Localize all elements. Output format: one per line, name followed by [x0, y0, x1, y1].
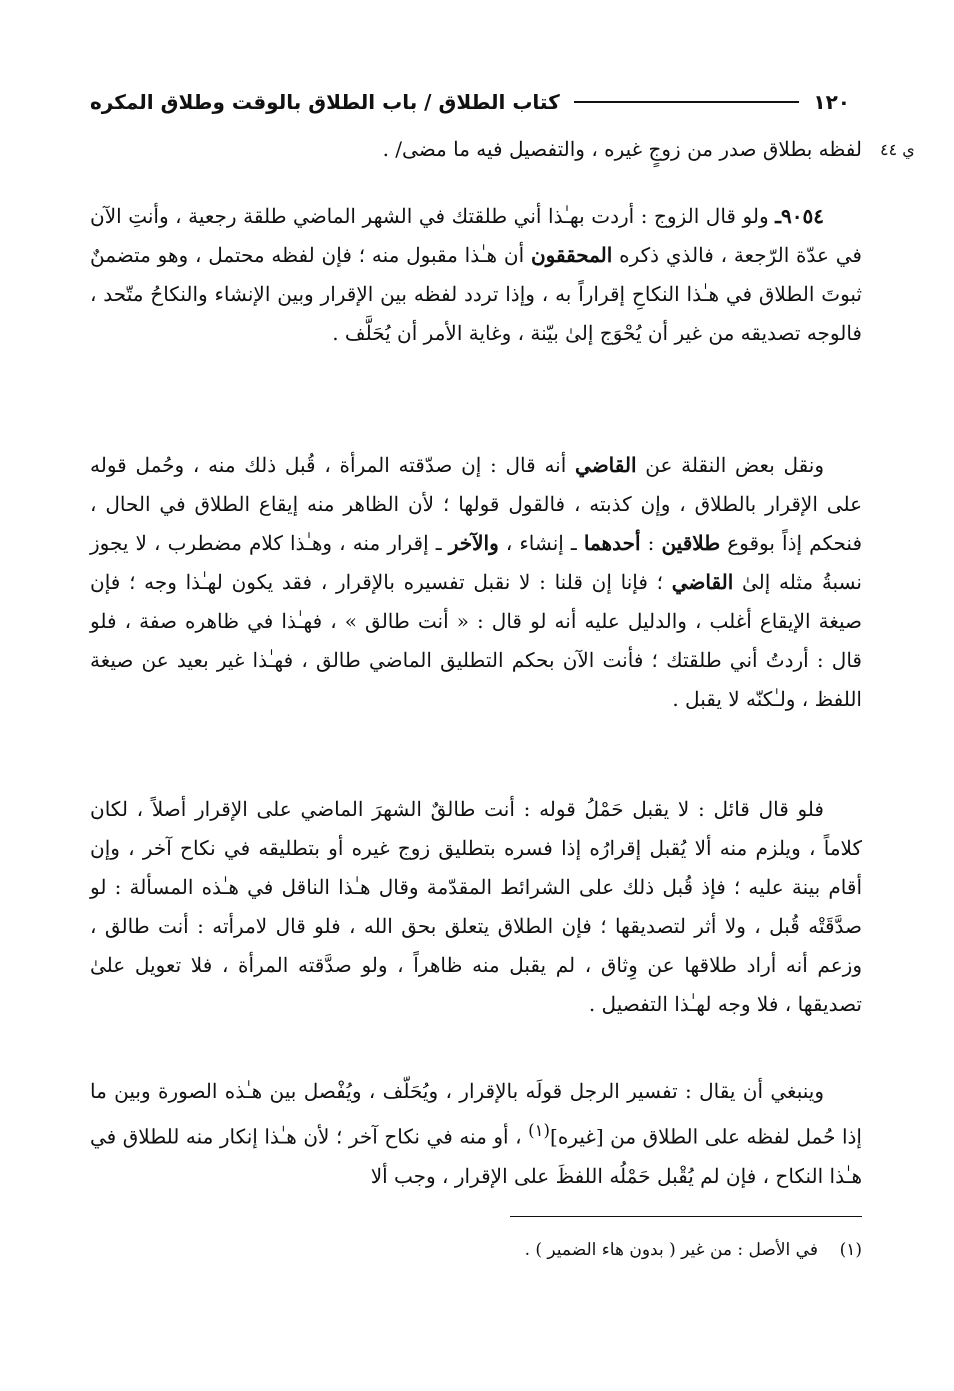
paragraph-number: ٩٠٥٤ـ	[775, 204, 824, 228]
paragraph-text: لفظه بطلاق صدر من زوجٍ غيره ، والتفصيل فيه ما مضى/ .	[382, 137, 862, 161]
paragraph-continuation	[90, 130, 862, 169]
header-rule	[574, 101, 800, 103]
footnote-divider	[510, 1216, 862, 1217]
page-number: ١٢٠	[813, 90, 850, 114]
paragraph-text: ٩٠٥٤ـ ولو قال الزوج : أردت بهـٰذا أني طلقتك في الشهر الماضي طلقة رجعية ، وأنتِ الآن في عدّة الرّجعة ، فالذي ذكره المحققون أن هـٰذا مقبول منه ؛ فإن لفظه محتمل ، وهو متضمنٌ ثبوتَ الطلاق في هـٰذا النكاحِ إقراراً به ، وإذا تردد لفظه بين الإقرار وبين الإنشاء والنكاحُ متّحد ، فالوجه تصديقه من غير أن يُحْوَج إلىٰ بيّنة ، وغاية الأمر أن يُحَلَّف .	[90, 204, 863, 345]
running-header	[90, 84, 850, 120]
footnote-marker: (١)	[528, 1121, 551, 1140]
paragraph-text: وينبغي أن يقال : تفسير الرجل قولَه بالإقرار ، ويُحَلّف ، ويُفْصل بين هـٰذه الصورة وبين ما إذا حُمل لفظه على الطلاق من [غيره]$^{(١)}$ ، أو منه في نكاح آخر ؛ لأن هـٰذا إنكار منه للطلاق في هـٰذا النكاح ، فإن لم يُقْبل حَمْلُه اللفظَ على الإقرار ، وجب ألا	[90, 1079, 862, 1188]
paragraph-text: فلو قال قائل : لا يقبل حَمْلُ قوله : أنت طالقٌ الشهرَ الماضي على الإقرار أصلاً ، لكان كلاماً ، ويلزم منه ألا يُقبل إقرارُه إذا فسره بتطليق زوج غيره أو بتطليقه في نكاح آخر ، وإن أقام بينة عليه ؛ فإذ قُبل ذلك على الشرائط المقدّمة وقال هـٰذا الناقل في هـٰذه المسألة : لو صدَّقَتْه قُبل ، ولا أثر لتصديقها ؛ فإن الطلاق يتعلق بحق الله ، فلو قال لامرأته : أنت طالق ، وزعم أنه أراد طلاقها عن وِثاق ، لم يقبل منه ظاهراً ، ولو صدَّقته المرأة ، فلا تعويل علىٰ تصديقها ، فلا وجه لهـٰذا التفصيل .	[90, 797, 862, 1016]
footnote	[90, 1236, 862, 1264]
chapter-title: كتاب الطلاق / باب الطلاق بالوقت وطلاق المكره	[90, 90, 560, 114]
paragraph-9054	[90, 197, 862, 353]
paragraph-conclusion	[90, 1072, 862, 1196]
footnote-text: في الأصل : من غير ( بدون هاء الضمير ) .	[524, 1240, 818, 1260]
footnote-number: (١)	[839, 1240, 862, 1260]
paragraph-qadi	[90, 446, 862, 719]
paragraph-objection	[90, 790, 862, 1024]
margin-reference: ي ٤٤	[880, 140, 915, 159]
paragraph-text: ونقل بعض النقلة عن القاضي أنه قال : إن صدّقته المرأة ، قُبل ذلك منه ، وحُمل قوله على الإقرار بالطلاق ، وإن كذبته ، فالقول قولها ؛ لأن الظاهر منه إيقاع الطلاق في الحال ، فنحكم إذاً بوقوع طلاقين : أحدهما ـ إنشاء ، والآخر ـ إقرار منه ، وهـٰذا كلام مضطرب ، لا يجوز نسبةُ مثله إلىٰ القاضي ؛ فإنا إن قلنا : لا نقبل تفسيره بالإقرار ، فقد يكون لهـٰذا وجه ؛ فإن صيغة الإيقاع أغلب ، والدليل عليه أنه لو قال : « أنت طالق » ، فهـٰذا في ظاهره صفة ، فلو قال : أردتُ أني طلقتك ؛ فأنت الآن بحكم التطليق الماضي طالق ، فهـٰذا غير بعيد عن صيغة اللفظ ، ولـٰكنّه لا يقبل .	[90, 453, 863, 711]
